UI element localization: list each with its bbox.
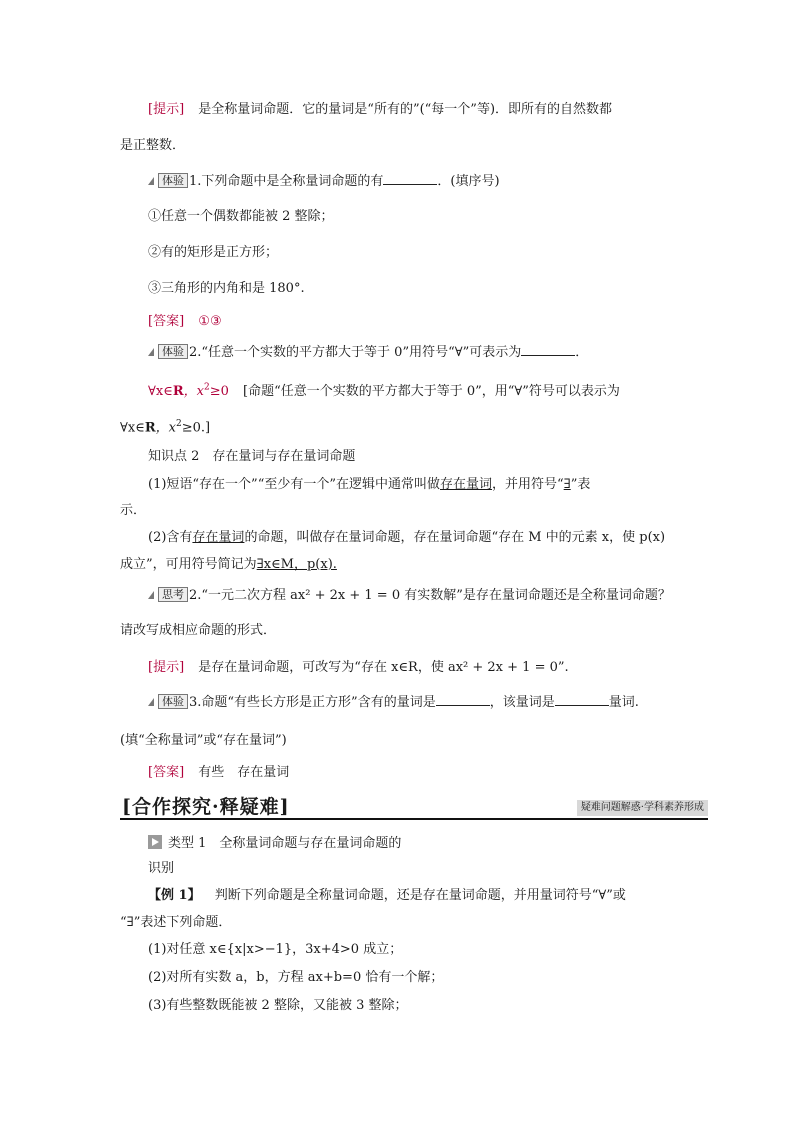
underlined-term: 存在量词	[192, 530, 245, 545]
kp-paragraph-1-cont: 示．	[120, 503, 147, 518]
section-subtitle: 疑难问题解惑·学科素养形成	[577, 800, 708, 816]
think-hint-line	[148, 659, 569, 677]
answer-line-3	[148, 764, 289, 782]
triangle-icon	[148, 591, 154, 599]
hint-text: 是存在量词命题，可改写为“存在 x∈R，使 ax² + 2x + 1 = 0”.	[198, 660, 569, 675]
option-3: ③三角形的内角和是 180°.	[148, 281, 305, 296]
type-heading	[148, 833, 401, 853]
exercise-tag: 体验	[158, 694, 188, 709]
kp-paragraph-1: (1)短语“存在一个”“至少有一个”在逻辑中通常叫做存在量词，并用符号“∃”表	[148, 477, 591, 492]
triangle-icon	[148, 348, 154, 356]
exercise-3-line: 体验 3.命题“有些长方形是正方形”含有的量词是 ，该量词是 量词.	[148, 693, 639, 712]
symbolic-answer: ∀x∈R，$x^2\ge 0$	[148, 383, 229, 400]
knowledge-point-title: 知识点 2 存在量词与存在量词命题	[148, 449, 356, 464]
type-label: 类型 1 全称量词命题与存在量词命题的	[168, 836, 402, 851]
answer-value: ①③	[198, 314, 222, 329]
answer-blank	[383, 172, 437, 185]
example-item-3: (3)有些整数既能被 2 整除，又能被 3 整除；	[148, 998, 408, 1013]
answer-blank	[521, 343, 575, 356]
option-2: ②有的矩形是正方形；	[148, 245, 279, 260]
type-heading-cont: 识别	[148, 861, 175, 876]
exists-symbol: ∃	[563, 477, 571, 492]
hint-line	[148, 101, 612, 119]
answer-tag: [答案]	[148, 765, 185, 780]
exercise-1-line	[148, 172, 500, 191]
triangle-icon	[148, 698, 154, 706]
exercise-1-suffix: ．(填序号)	[437, 174, 500, 189]
exercise-2-suffix: ．	[575, 345, 589, 360]
kp-paragraph-2-cont: 成立”，可用符号简记为∃x∈M，p(x).	[120, 557, 337, 572]
exercise-3-continuation: (填“全称量词”或“存在量词”)	[120, 733, 287, 748]
explanation-continuation: ∀x∈R，$x^2\ge 0$.]	[120, 419, 211, 436]
symbolic-notation: ∃x∈M，p(x).	[256, 557, 337, 572]
hint-text: 是全称量词命题．它的量词是“所有的”(“每一个”等)．即所有的自然数都	[198, 102, 613, 117]
answer-explanation: [命题“任意一个实数的平方都大于等于 0”，用“∀”符号可以表示为	[243, 384, 620, 400]
think-tag: 思考	[158, 587, 188, 602]
answer-line-1	[148, 313, 222, 331]
hint-tag: [提示]	[148, 660, 185, 675]
exercise-2-line	[148, 343, 588, 362]
answer-blank	[555, 693, 609, 706]
answer-tag: [答案]	[148, 314, 185, 329]
exercise-tag: 体验	[158, 344, 188, 359]
exercise-2-text: 2.“任意一个实数的平方都大于等于 0”用符号“∀”可表示为	[189, 345, 522, 360]
think-text: 2.“一元二次方程 ax² + 2x + 1 = 0 有实数解”是存在量词命题还是全称量词命题？	[189, 588, 671, 603]
triangle-icon	[148, 177, 154, 185]
example-item-2: (2)对所有实数 a，b，方程 ax+b=0 恰有一个解；	[148, 970, 444, 985]
underlined-term: 存在量词	[440, 477, 493, 492]
answer-value: 有些 存在量词	[198, 765, 290, 780]
section-title: [合作探究·释疑难]	[122, 796, 290, 818]
example-continuation: “∃”表述下列命题．	[120, 915, 232, 930]
play-icon	[148, 835, 162, 849]
think-continuation: 请改写成相应命题的形式．	[120, 623, 277, 638]
kp-paragraph-2: (2)含有存在量词的命题，叫做存在量词命题，存在量词命题“存在 M 中的元素 x，使 p(x)	[148, 530, 666, 545]
example-line	[148, 887, 626, 905]
think-line	[148, 587, 671, 605]
hint-continuation: 是正整数．	[120, 138, 186, 153]
option-1: ①任意一个偶数都能被 2 整除；	[148, 209, 334, 224]
exercise-2-answer	[148, 379, 620, 401]
exercise-3-text: 3.命题“有些长方形是正方形”含有的量词是	[189, 695, 436, 710]
hint-tag: [提示]	[148, 102, 185, 117]
example-tag: 【例 1】	[148, 888, 201, 903]
exercise-tag: 体验	[158, 173, 188, 188]
example-item-1: (1)对任意 x∈{x|x>−1}，3x+4>0 成立；	[148, 942, 403, 957]
exercise-1-text: 1.下列命题中是全称量词命题的有	[189, 174, 384, 189]
answer-blank	[436, 693, 490, 706]
example-text: 判断下列命题是全称量词命题，还是存在量词命题，并用量词符号“∀”或	[214, 888, 626, 903]
section-header	[120, 792, 708, 820]
